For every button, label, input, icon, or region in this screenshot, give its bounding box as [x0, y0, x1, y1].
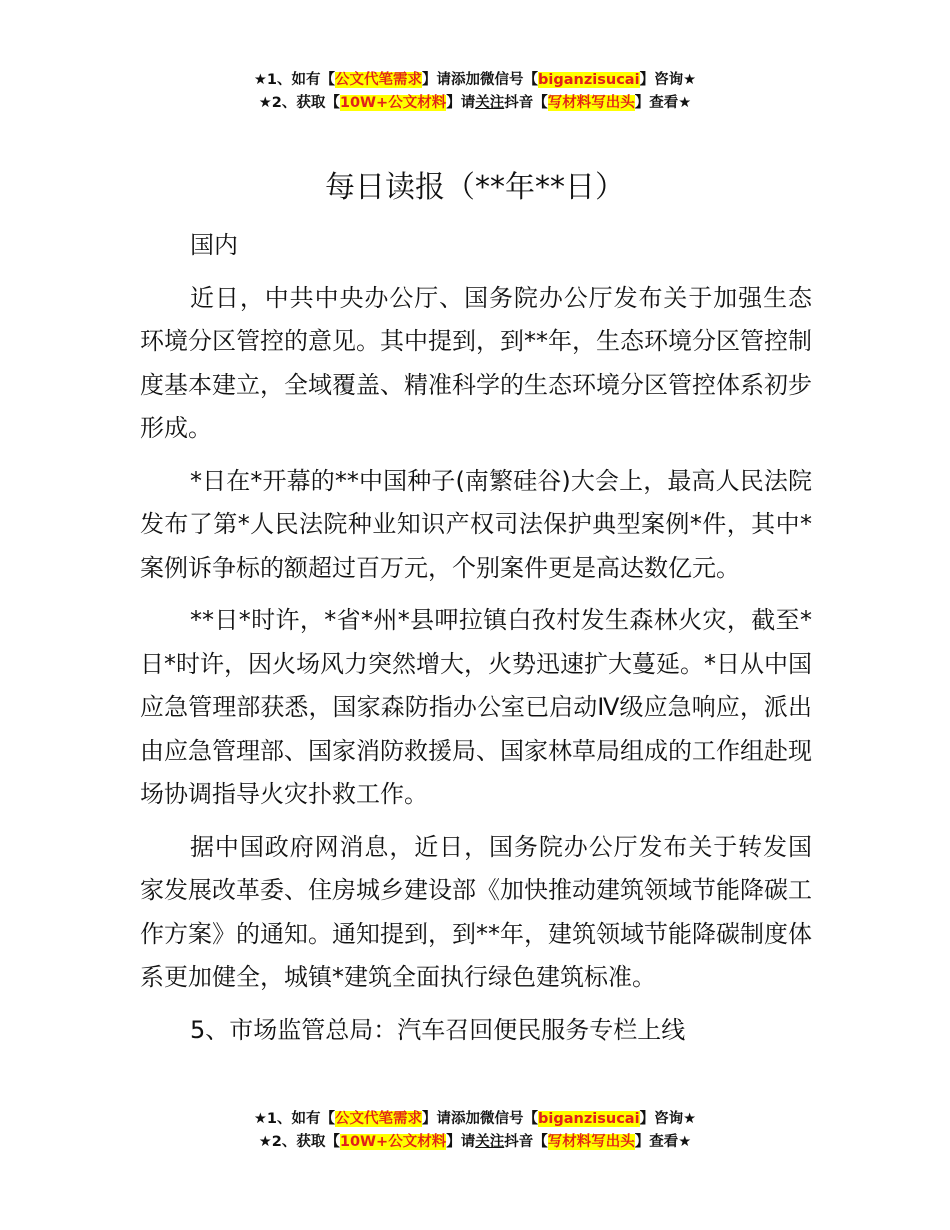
banner-text: ★1、如有【	[253, 1111, 336, 1127]
news-paragraph: 近日，中共中央办公厅、国务院办公厅发布关于加强生态环境分区管控的意见。其中提到，到**年，生态环境分区管控制度基本建立，全域覆盖、精准科学的生态环境分区管控体系初步形成。	[140, 283, 812, 442]
banner-text: 】请	[446, 95, 476, 111]
news-paragraph: *日在*开幕的**中国种子(南繁硅谷)大会上，最高人民法院发布了第*人民法院种业知识产权司法保护典型案例*件，其中*案例诉争标的额超过百万元，个别案件更是高达数亿元。	[140, 466, 812, 582]
highlight-wechat-id: biganzisucai	[538, 72, 640, 88]
banner-text: 】查看★	[634, 1134, 692, 1150]
footer-banner	[0, 1108, 950, 1154]
banner-text: 】咨询★	[639, 72, 697, 88]
news-item-heading: 5、市场监管总局：汽车召回便民服务专栏上线	[190, 1015, 686, 1044]
highlight-materials: 10W+公文材料	[339, 1134, 447, 1150]
banner-line-1	[0, 69, 950, 92]
highlight-service: 公文代笔需求	[335, 72, 423, 88]
document-body	[140, 224, 812, 1061]
document-title: 每日读报（**年**日）	[325, 170, 625, 205]
banner-line-2	[0, 92, 950, 115]
banner-text: 】请	[422, 72, 452, 88]
banner-text: ★2、获取【	[258, 95, 340, 111]
section-heading: 国内	[190, 231, 238, 259]
banner-text: 微信号【	[480, 72, 539, 88]
banner-text: 微信号【	[480, 1111, 539, 1127]
banner-text: 】请	[422, 1111, 452, 1127]
banner-text: 】查看★	[634, 95, 692, 111]
banner-text: 关注	[475, 95, 505, 111]
banner-line-1	[0, 1108, 950, 1131]
news-paragraph: **日*时许，*省*州*县呷拉镇白孜村发生森林火灾，截至*日*时许，因火场风力突然增大，火势迅速扩大蔓延。*日从中国应急管理部获悉，国家森防指办公室已启动Ⅳ级应急响应，派出由应急管理部、国家消防救援局、国家林草局组成的工作组赴现场协调指导火灾扑救工作。	[140, 606, 812, 808]
banner-text: 关注	[475, 1134, 505, 1150]
banner-text: 】请	[446, 1134, 476, 1150]
banner-text: 抖音【	[504, 95, 548, 111]
highlight-wechat-id: biganzisucai	[538, 1111, 640, 1127]
highlight-douyin-id: 写材料写出头	[547, 95, 635, 111]
highlight-materials: 10W+公文材料	[339, 95, 447, 111]
highlight-douyin-id: 写材料写出头	[547, 1134, 635, 1150]
banner-line-2	[0, 1131, 950, 1154]
banner-text: 添加	[451, 1111, 481, 1127]
banner-text: 抖音【	[504, 1134, 548, 1150]
header-banner	[0, 69, 950, 115]
news-paragraph: 据中国政府网消息，近日，国务院办公厅发布关于转发国家发展改革委、住房城乡建设部《加快推动建筑领域节能降碳工作方案》的通知。通知提到，到**年，建筑领域节能降碳制度体系更加健全，城镇*建筑全面执行绿色建筑标准。	[140, 832, 812, 991]
banner-text: 】咨询★	[639, 1111, 697, 1127]
highlight-service: 公文代笔需求	[335, 1111, 423, 1127]
banner-text: ★1、如有【	[253, 72, 336, 88]
banner-text: ★2、获取【	[258, 1134, 340, 1150]
banner-text: 添加	[451, 72, 481, 88]
